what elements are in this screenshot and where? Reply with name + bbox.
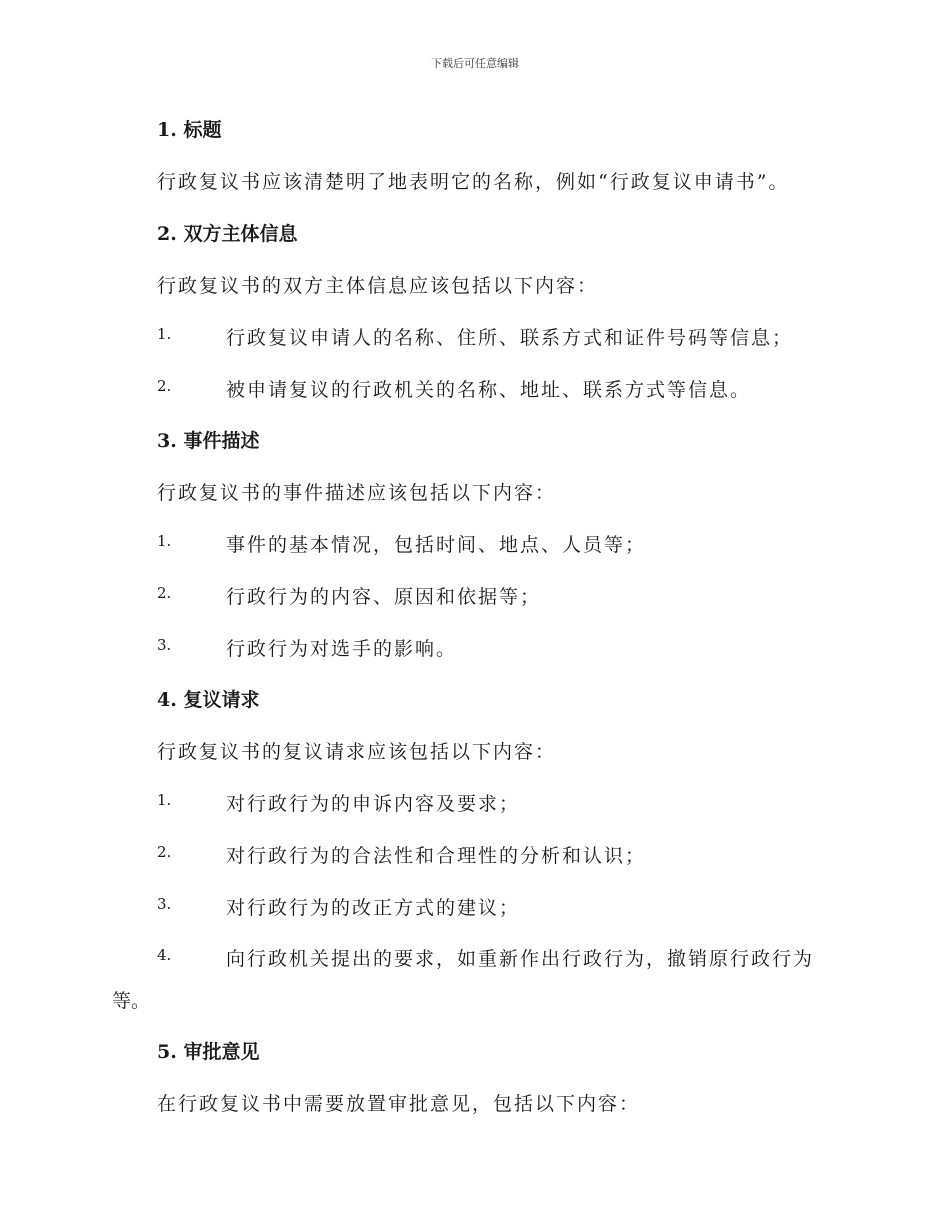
list-item: 行政复议申请人的名称、住所、联系方式和证件号码等信息； [226,327,794,349]
section-heading-2: 2. 双方主体信息 [157,223,298,245]
section-1-intro: 行政复议书应该清楚明了地表明它的名称，例如“行政复议申请书”。 [157,171,790,193]
section-5-intro: 在行政复议书中需要放置审批意见，包括以下内容： [157,1093,641,1115]
section-heading-5: 5. 审批意见 [157,1041,260,1063]
list-item-number: 2. [157,377,172,395]
list-item-number: 1. [157,532,172,550]
list-item: 事件的基本情况，包括时间、地点、人员等； [226,534,647,556]
list-item: 对行政行为的改正方式的建议； [226,897,521,919]
list-item-number: 2. [157,843,172,861]
section-heading-1: 1. 标题 [157,119,222,141]
section-2-intro: 行政复议书的双方主体信息应该包括以下内容： [157,275,599,297]
section-heading-4: 4. 复议请求 [157,689,260,711]
section-3-intro: 行政复议书的事件描述应该包括以下内容： [157,482,557,504]
list-item: 对行政行为的合法性和合理性的分析和认识； [226,845,647,867]
list-item-continuation: 等。 [112,990,151,1012]
list-item: 对行政行为的申诉内容及要求； [226,793,521,815]
list-item-number: 1. [157,325,172,343]
list-item-number: 3. [157,636,172,654]
list-item-number: 1. [157,791,172,809]
list-item: 行政行为的内容、原因和依据等； [226,586,542,608]
section-4-intro: 行政复议书的复议请求应该包括以下内容： [157,741,557,763]
list-item-number: 2. [157,584,172,602]
list-item-number: 3. [157,895,172,913]
list-item: 行政行为对选手的影响。 [226,638,458,660]
list-item: 被申请复议的行政机关的名称、地址、联系方式等信息。 [226,379,752,401]
list-item-number: 4. [157,946,172,964]
section-heading-3: 3. 事件描述 [157,430,260,452]
list-item: 向行政机关提出的要求，如重新作出行政行为，撤销原行政行为 [226,948,815,970]
header-note: 下载后可任意编辑 [431,57,519,70]
